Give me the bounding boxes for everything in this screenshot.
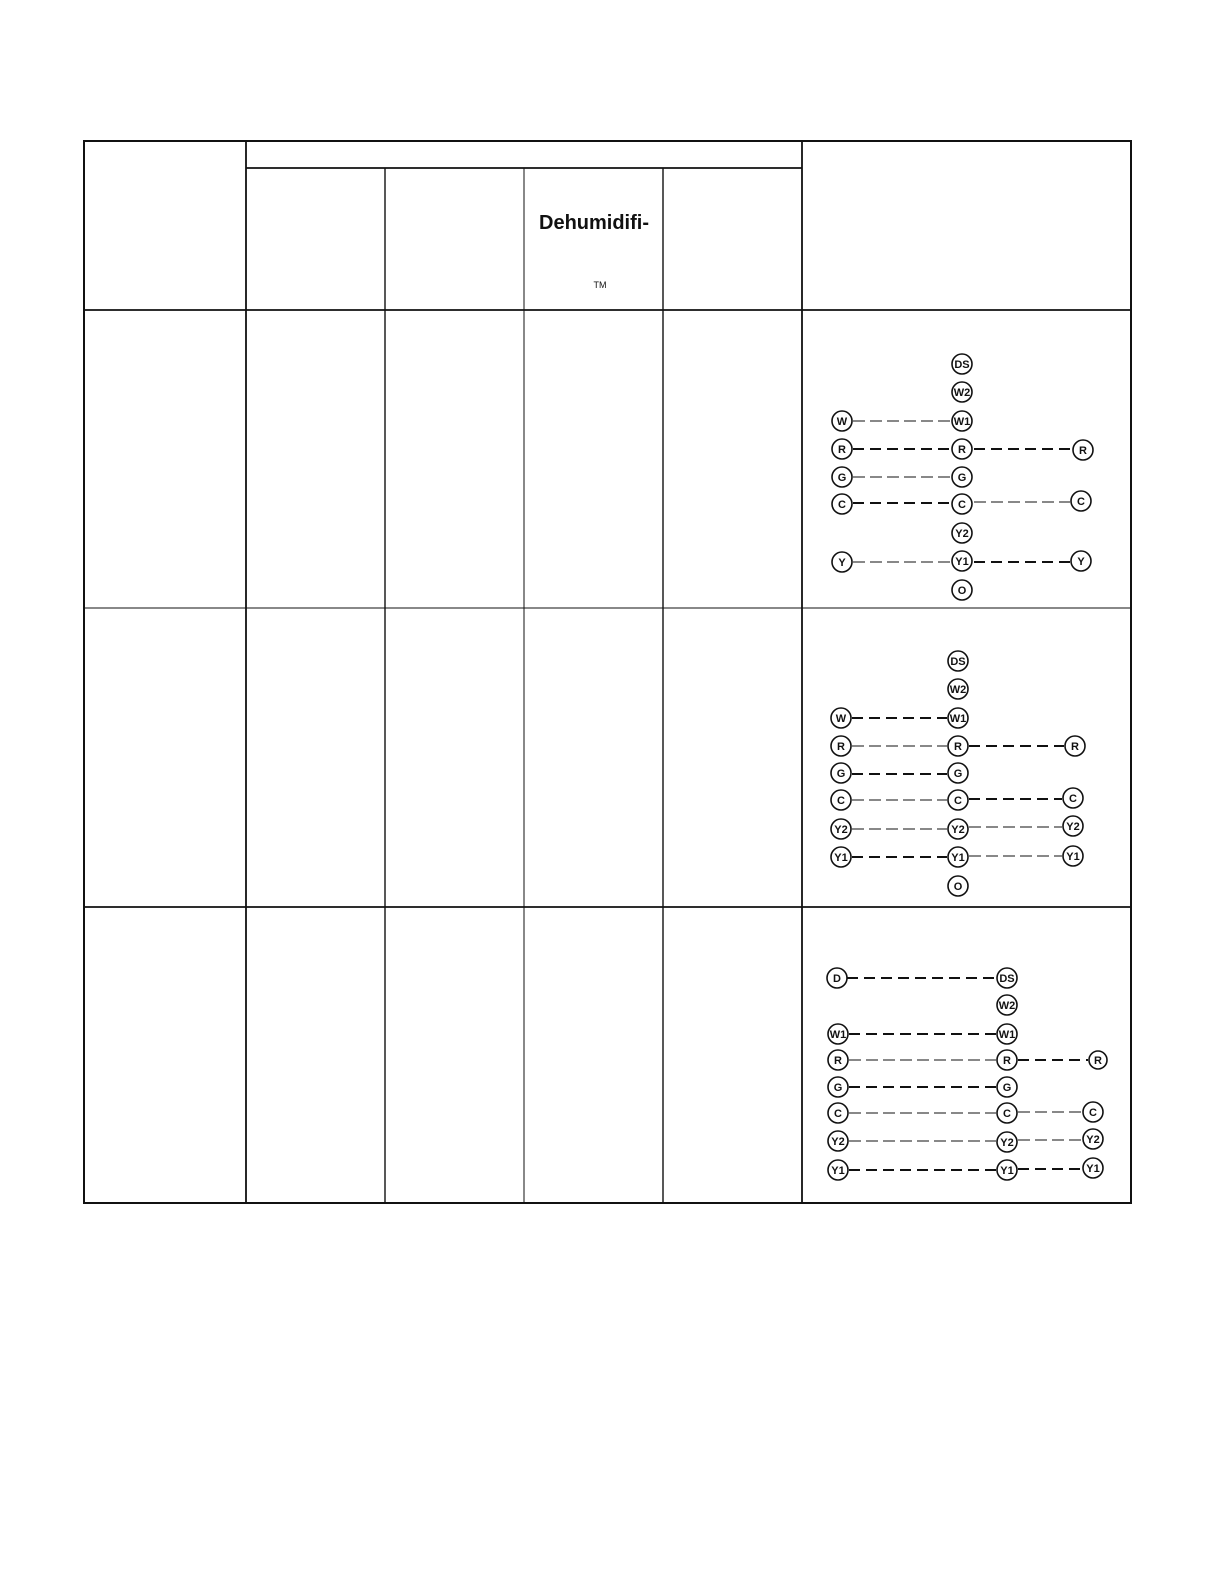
terminal-Y [832, 552, 852, 572]
wiring-diagram-row3 [803, 908, 1130, 1202]
svg-text:R: R [838, 444, 846, 456]
terminal-C [832, 494, 852, 514]
svg-text:W1: W1 [953, 416, 971, 428]
svg-text:Y1: Y1 [1086, 1163, 1100, 1175]
svg-text:O: O [953, 881, 963, 893]
terminal-G [828, 1077, 848, 1097]
svg-text:C: C [834, 1108, 842, 1120]
terminal-G [997, 1077, 1017, 1097]
svg-text:D: D [833, 973, 841, 985]
terminal-W2 [948, 679, 968, 699]
terminal-R [828, 1050, 848, 1070]
center-terminals [952, 354, 972, 600]
svg-text:C: C [1069, 793, 1077, 805]
terminal-W [831, 708, 851, 728]
svg-text:O: O [957, 585, 967, 597]
terminal-W1 [952, 411, 972, 431]
terminal-Y1 [1083, 1158, 1103, 1178]
svg-text:G: G [837, 472, 847, 484]
terminal-R [952, 439, 972, 459]
right-terminals [1063, 736, 1085, 866]
terminal-W1 [828, 1024, 848, 1044]
header-dehumidification-label: Dehumidifi- [539, 212, 649, 234]
left-terminals [832, 411, 852, 572]
svg-text:W1: W1 [949, 713, 967, 725]
wiring-diagram-row2 [803, 609, 1130, 906]
terminal-DS [952, 354, 972, 374]
svg-text:Y2: Y2 [1086, 1134, 1100, 1146]
terminal-O [948, 876, 968, 896]
svg-text:R: R [1094, 1055, 1102, 1067]
svg-text:R: R [1079, 445, 1087, 457]
terminal-Y2 [1083, 1129, 1103, 1149]
svg-text:Y1: Y1 [951, 852, 965, 864]
svg-text:G: G [836, 768, 846, 780]
terminal-Y [1071, 551, 1091, 571]
svg-text:Y2: Y2 [831, 1136, 845, 1148]
svg-text:R: R [1071, 741, 1079, 753]
terminal-W1 [948, 708, 968, 728]
terminal-C [831, 790, 851, 810]
terminal-W2 [952, 382, 972, 402]
svg-text:R: R [958, 444, 966, 456]
svg-text:Y1: Y1 [834, 852, 848, 864]
terminal-Y2 [831, 819, 851, 839]
svg-text:C: C [1003, 1108, 1011, 1120]
svg-text:G: G [1002, 1082, 1012, 1094]
svg-text:C: C [837, 795, 845, 807]
svg-text:C: C [958, 499, 966, 511]
svg-text:W2: W2 [953, 387, 971, 399]
svg-text:W1: W1 [829, 1029, 847, 1041]
header-trademark-mark: TM [593, 280, 607, 290]
terminal-R [1065, 736, 1085, 756]
terminal-C [997, 1103, 1017, 1123]
terminal-W2 [997, 995, 1017, 1015]
terminal-R [831, 736, 851, 756]
wiring-diagram-row1 [803, 311, 1130, 607]
terminal-C [1071, 491, 1091, 511]
svg-text:C: C [1089, 1107, 1097, 1119]
left-terminals [827, 968, 848, 1180]
right-terminals [1071, 440, 1093, 571]
svg-text:Y2: Y2 [1066, 821, 1080, 833]
svg-text:DS: DS [954, 359, 970, 371]
svg-text:G: G [833, 1082, 843, 1094]
terminal-Y1 [828, 1160, 848, 1180]
terminal-G [952, 467, 972, 487]
terminal-W1 [997, 1024, 1017, 1044]
terminal-Y2 [952, 523, 972, 543]
terminal-Y2 [997, 1132, 1017, 1152]
right-terminals [1083, 1051, 1107, 1178]
svg-text:Y2: Y2 [955, 528, 969, 540]
svg-text:R: R [954, 741, 962, 753]
svg-text:Y: Y [838, 557, 846, 569]
svg-text:Y1: Y1 [1066, 851, 1080, 863]
svg-text:W: W [835, 713, 847, 725]
terminal-Y1 [948, 847, 968, 867]
terminal-G [831, 763, 851, 783]
terminal-R [1089, 1051, 1107, 1069]
center-terminals [997, 968, 1017, 1180]
terminal-Y2 [948, 819, 968, 839]
svg-text:W2: W2 [998, 1000, 1016, 1012]
terminal-C [828, 1103, 848, 1123]
svg-text:G: G [957, 472, 967, 484]
svg-text:W1: W1 [998, 1029, 1016, 1041]
svg-text:Y1: Y1 [831, 1165, 845, 1177]
svg-text:R: R [1003, 1055, 1011, 1067]
terminal-G [948, 763, 968, 783]
terminal-C [948, 790, 968, 810]
terminal-R [832, 439, 852, 459]
terminal-C [1063, 788, 1083, 808]
terminal-DS [948, 651, 968, 671]
svg-text:W2: W2 [949, 684, 967, 696]
svg-text:Y2: Y2 [951, 824, 965, 836]
terminal-Y1 [1063, 846, 1083, 866]
terminal-Y2 [828, 1131, 848, 1151]
terminal-C [952, 494, 972, 514]
svg-text:DS: DS [999, 973, 1015, 985]
terminal-R [1073, 440, 1093, 460]
terminal-Y2 [1063, 816, 1083, 836]
svg-text:Y1: Y1 [1000, 1165, 1014, 1177]
svg-text:DS: DS [950, 656, 966, 668]
terminal-D [827, 968, 847, 988]
svg-text:R: R [837, 741, 845, 753]
svg-text:C: C [954, 795, 962, 807]
terminal-R [948, 736, 968, 756]
svg-text:C: C [838, 499, 846, 511]
svg-text:C: C [1077, 496, 1085, 508]
terminal-Y1 [952, 551, 972, 571]
terminal-O [952, 580, 972, 600]
center-terminals [948, 651, 968, 896]
wires [847, 978, 1088, 1170]
svg-text:Y2: Y2 [1000, 1137, 1014, 1149]
terminal-G [832, 467, 852, 487]
terminal-R [997, 1050, 1017, 1070]
svg-text:W: W [836, 416, 848, 428]
terminal-Y1 [997, 1160, 1017, 1180]
terminal-Y1 [831, 847, 851, 867]
svg-text:R: R [834, 1055, 842, 1067]
svg-text:Y2: Y2 [834, 824, 848, 836]
svg-text:Y1: Y1 [955, 556, 969, 568]
svg-text:G: G [953, 768, 963, 780]
terminal-C [1083, 1102, 1103, 1122]
svg-text:Y: Y [1077, 556, 1085, 568]
left-terminals [831, 708, 851, 867]
terminal-W [832, 411, 852, 431]
terminal-DS [997, 968, 1017, 988]
